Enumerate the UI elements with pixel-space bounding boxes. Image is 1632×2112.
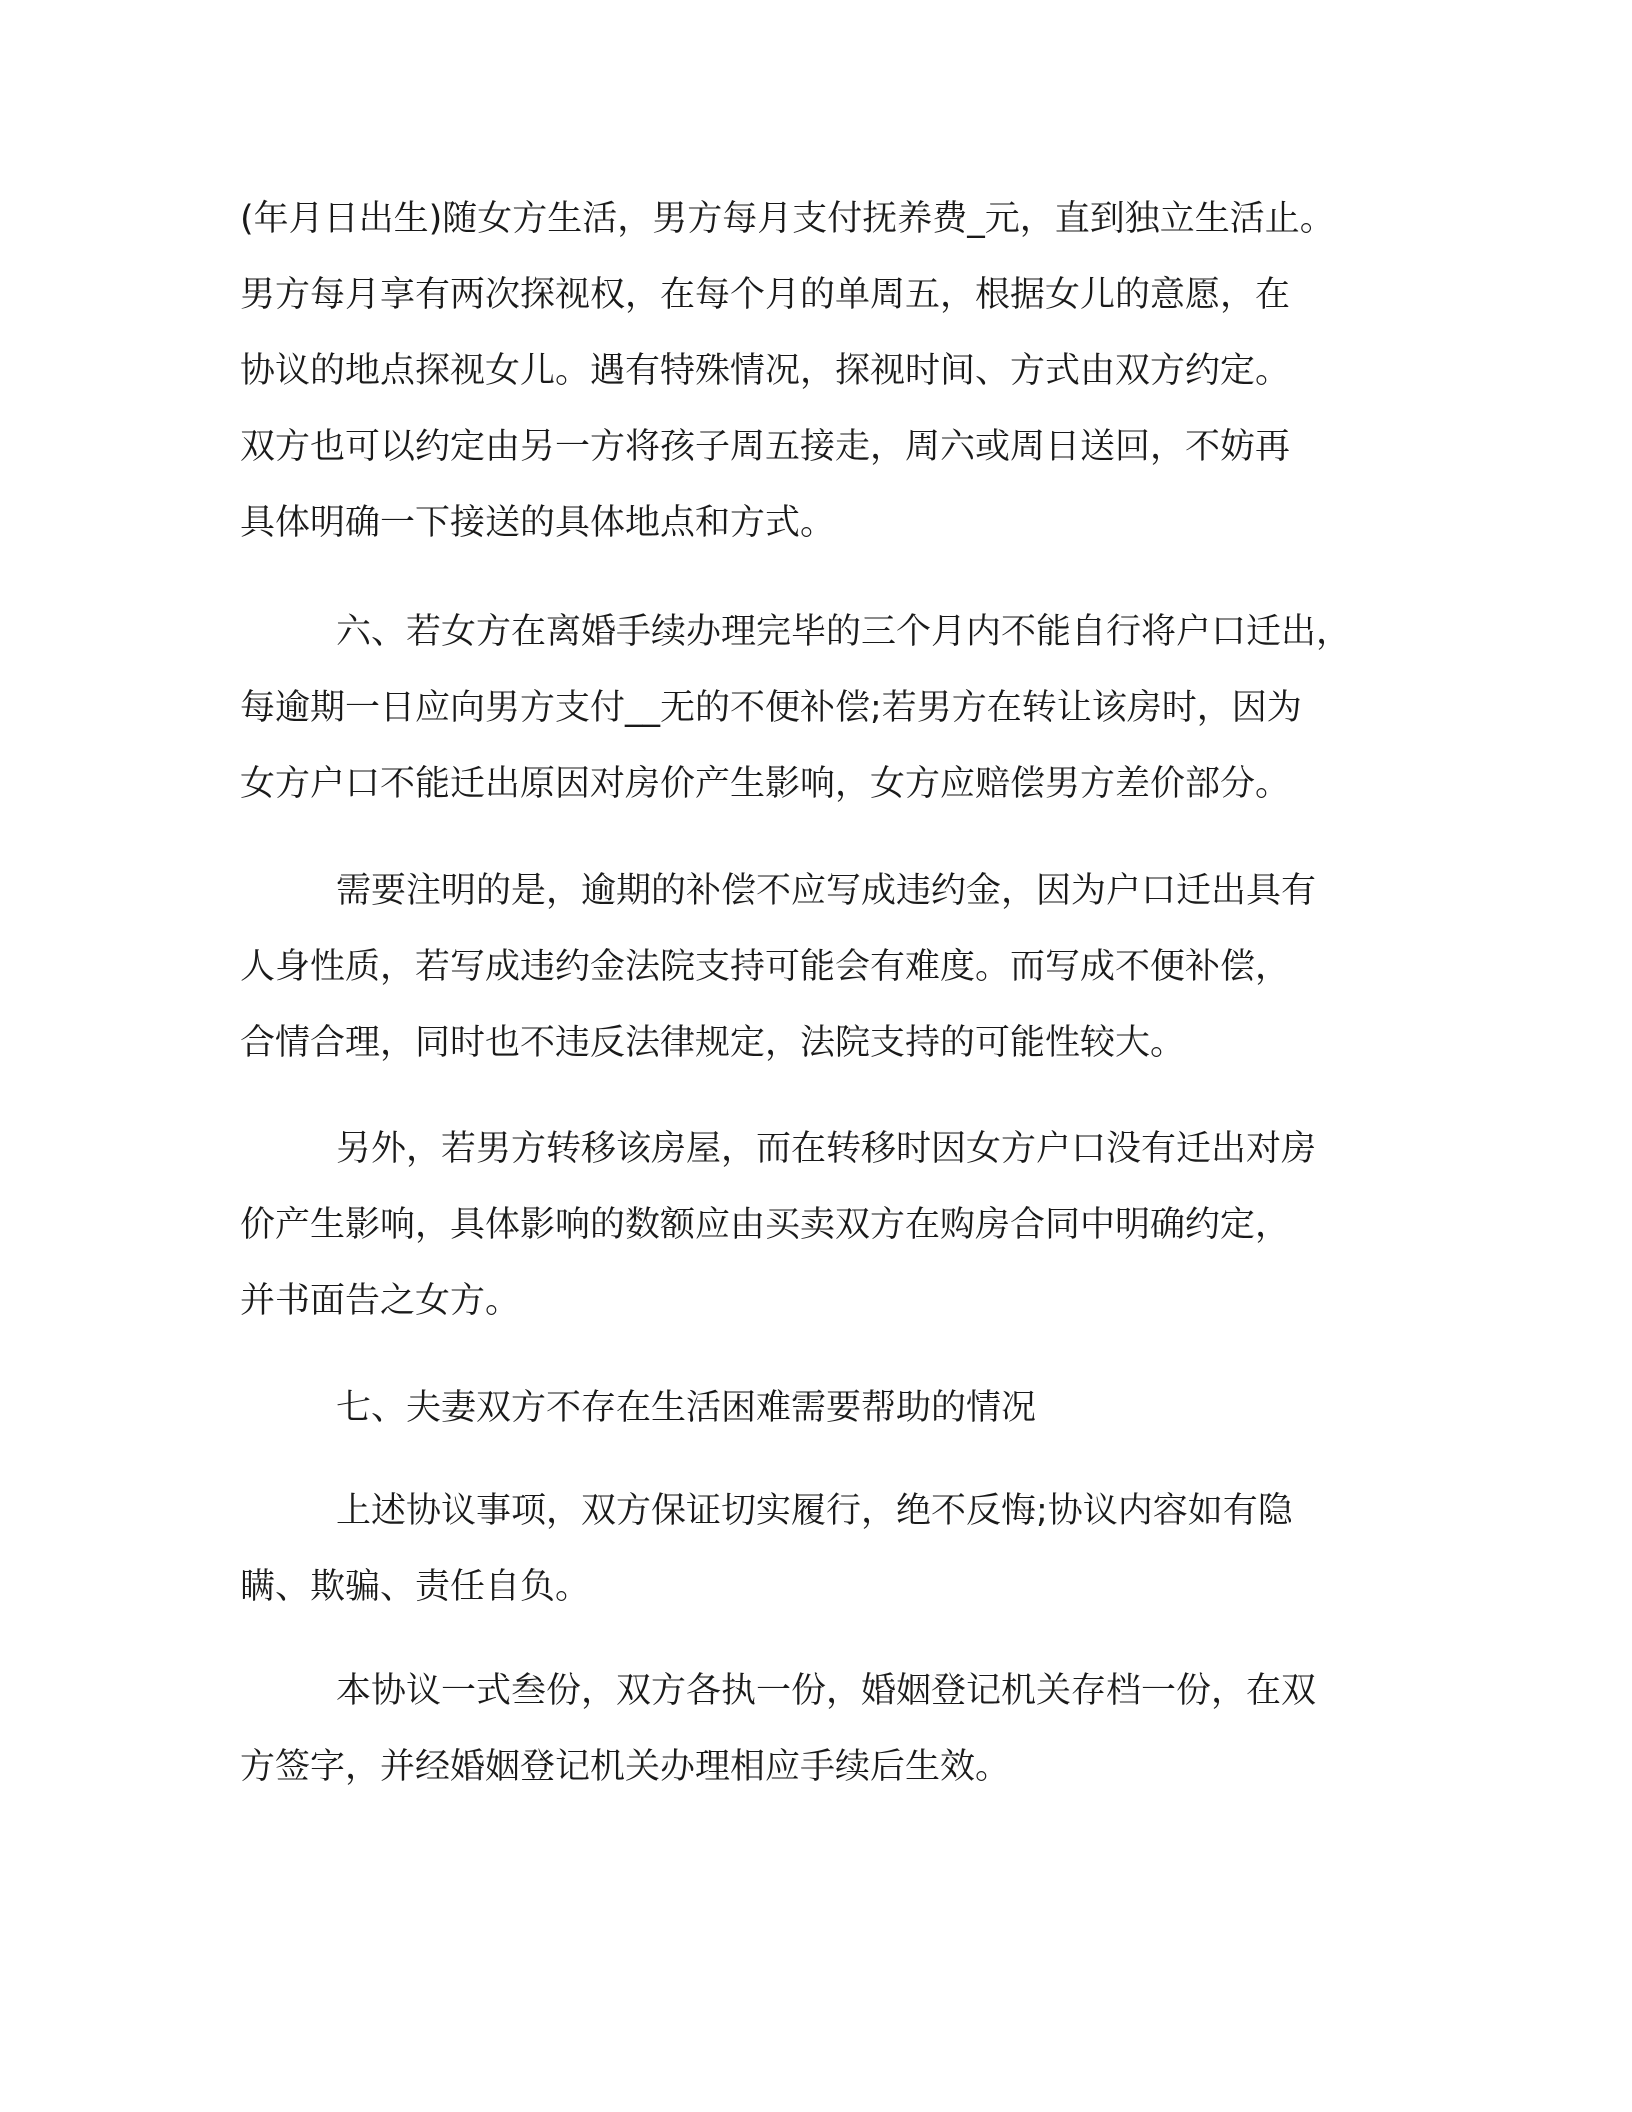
text-line: 需要注明的是，逾期的补偿不应写成违约金，因为户口迁出具有 xyxy=(336,871,1317,911)
text-line: 合情合理，同时也不违反法律规定，法院支持的可能性较大。 xyxy=(240,1023,1186,1063)
text-line: 六、若女方在离婚手续办理完毕的三个月内不能自行将户口迁出， xyxy=(336,612,1352,652)
text-line: 男方每月享有两次探视权，在每个月的单周五，根据女儿的意愿，在 xyxy=(240,275,1291,315)
paragraph-custody xyxy=(240,181,1420,561)
text-line: 上述协议事项，双方保证切实履行，绝不反悔;协议内容如有隐 xyxy=(336,1491,1293,1531)
paragraph-guarantee xyxy=(240,1473,1420,1625)
text-line: 另外，若男方转移该房屋，而在转移时因女方户口没有迁出对房 xyxy=(336,1129,1317,1169)
text-line: 人身性质，若写成违约金法院支持可能会有难度。而写成不便补偿， xyxy=(240,947,1291,987)
paragraph-clause-six xyxy=(240,594,1420,822)
paragraph-clause-seven xyxy=(240,1370,1420,1446)
text-line: 七、夫妻双方不存在生活困难需要帮助的情况 xyxy=(336,1388,1037,1428)
text-line: 瞒、欺骗、责任自负。 xyxy=(240,1567,591,1607)
text-line: 具体明确一下接送的具体地点和方式。 xyxy=(240,503,836,543)
paragraph-copies xyxy=(240,1653,1420,1805)
text-line: 本协议一式叁份，双方各执一份，婚姻登记机关存档一份，在双 xyxy=(336,1671,1317,1711)
paragraph-note-transfer xyxy=(240,1111,1420,1339)
text-line: 每逾期一日应向男方支付__无的不便补偿;若男方在转让该房时，因为 xyxy=(240,688,1302,728)
text-line: 双方也可以约定由另一方将孩子周五接走，周六或周日送回，不妨再 xyxy=(240,427,1291,467)
paragraph-note-compensation xyxy=(240,853,1420,1081)
text-line: 并书面告之女方。 xyxy=(240,1281,521,1321)
text-line: (年月日出生)随女方生活，男方每月支付抚养费_元，直到独立生活止。 xyxy=(240,199,1335,239)
text-line: 女方户口不能迁出原因对房价产生影响，女方应赔偿男方差价部分。 xyxy=(240,764,1291,804)
text-line: 价产生影响，具体影响的数额应由买卖双方在购房合同中明确约定， xyxy=(240,1205,1291,1245)
text-line: 协议的地点探视女儿。遇有特殊情况，探视时间、方式由双方约定。 xyxy=(240,351,1291,391)
text-line: 方签字，并经婚姻登记机关办理相应手续后生效。 xyxy=(240,1747,1011,1787)
